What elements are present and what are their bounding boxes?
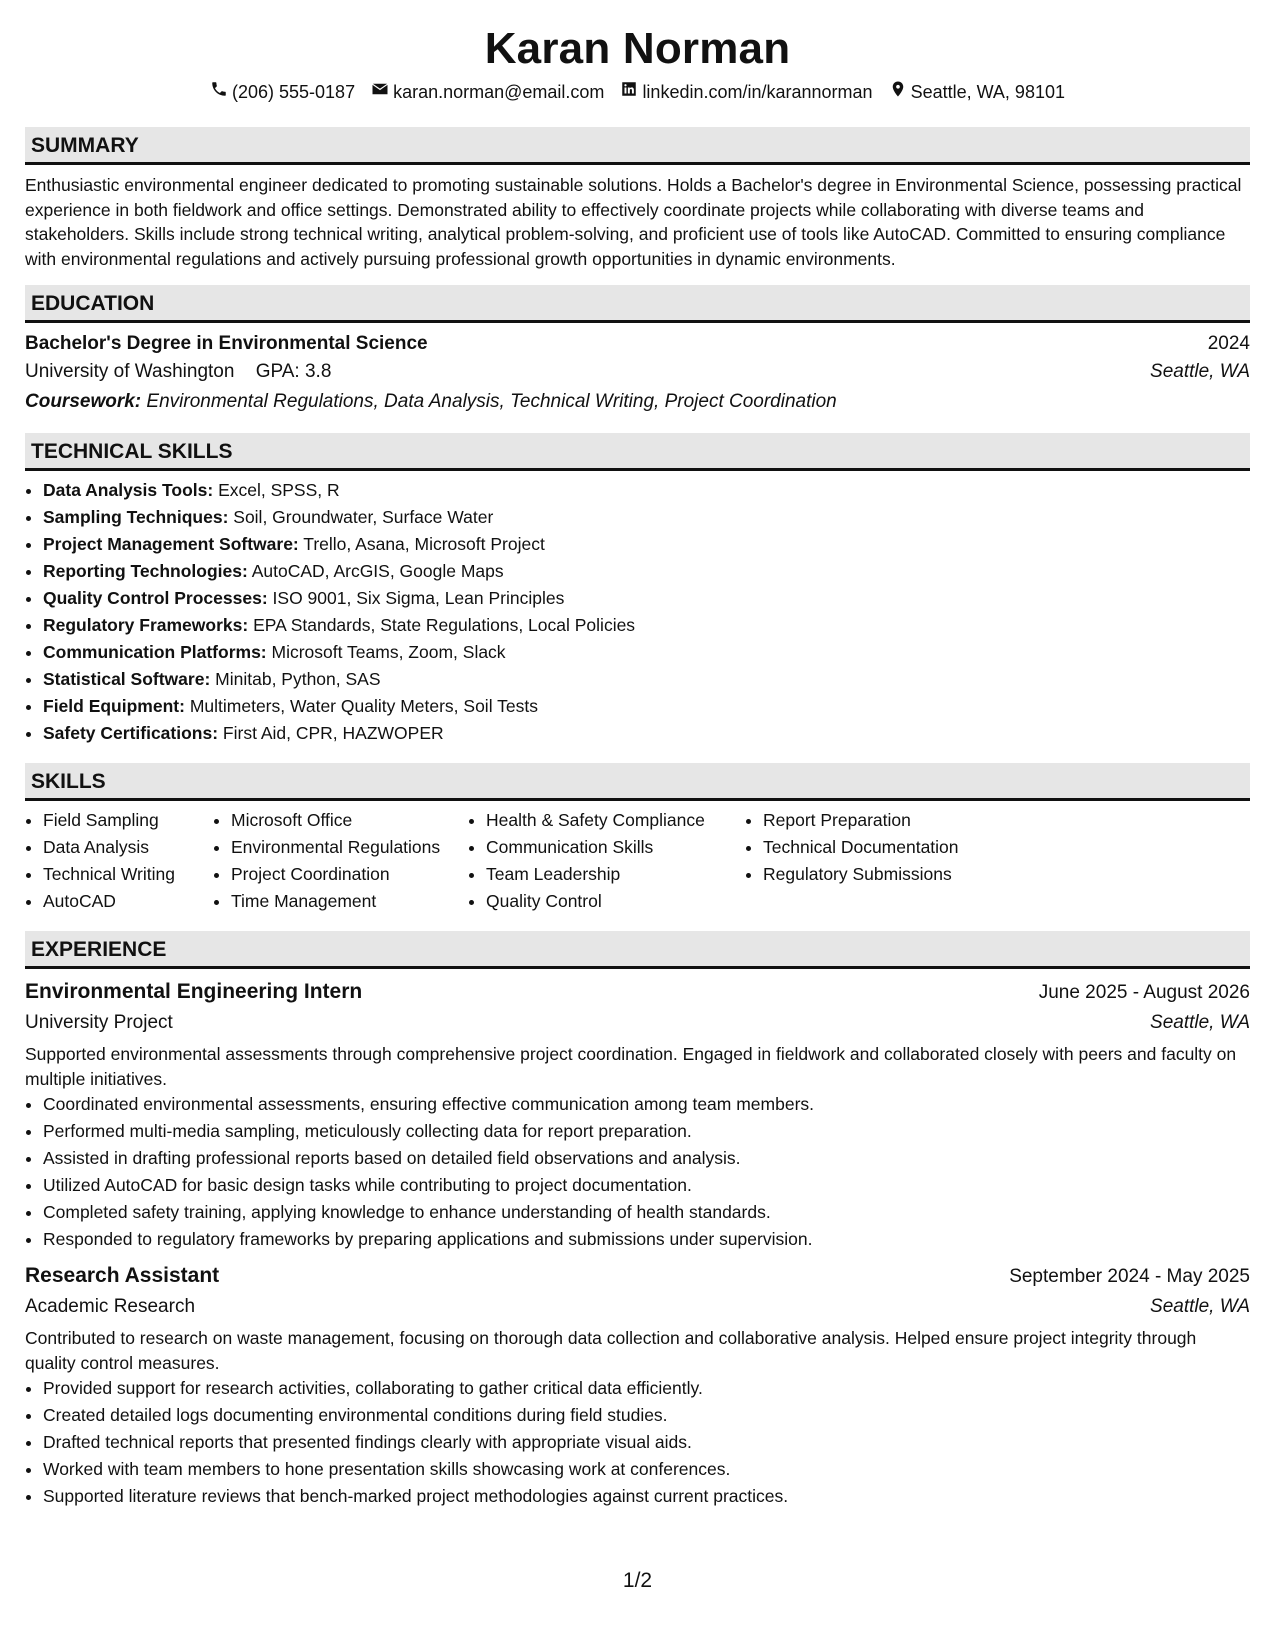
skills-column: [213, 807, 468, 915]
list-item: • Quality Control Processes: ISO 9001, Six Sigma, Lean Principles: [43, 585, 1250, 612]
list-item: • Time Management: [231, 888, 468, 915]
list-item: • Technical Writing: [43, 861, 213, 888]
list-item: • Communication Platforms: Microsoft Teams, Zoom, Slack: [43, 639, 1250, 666]
skills-column: [745, 807, 1005, 915]
section-header-summary: SUMMARY: [25, 127, 1250, 165]
list-item: • Team Leadership: [486, 861, 745, 888]
technical-skills-list: [25, 477, 1250, 747]
job-summary: Supported environmental assessments through comprehensive project coordination. Engaged in fieldwork and collaborated closely with peers and faculty on multiple initiatives.: [25, 1044, 1237, 1089]
candidate-name: Karan Norman: [484, 24, 791, 73]
job-entry: [25, 977, 1250, 1253]
linkedin-link[interactable]: linkedin.com/in/karannorman: [642, 81, 873, 102]
coursework-list: Environmental Regulations, Data Analysis, Technical Writing, Project Coordination: [146, 391, 837, 412]
skills-section: [25, 763, 1250, 915]
list-item: • Environmental Regulations: [231, 834, 468, 861]
technical-skills-section: [25, 433, 1250, 747]
list-item: • Completed safety training, applying knowledge to enhance understanding of health standards.: [43, 1199, 1250, 1226]
location-text: Seattle, WA, 98101: [910, 81, 1065, 102]
list-item: • Data Analysis: [43, 834, 213, 861]
education-section: [25, 285, 1250, 417]
list-item: • Project Coordination: [231, 861, 468, 888]
skills-columns: [25, 807, 1250, 915]
contact-phone: [210, 80, 355, 103]
phone-icon: [210, 80, 228, 103]
coursework: [25, 387, 1250, 417]
job-organization: Academic Research: [25, 1296, 196, 1317]
list-item: • Safety Certifications: First Aid, CPR, HAZWOPER: [43, 720, 1250, 747]
list-item: • Communication Skills: [486, 834, 745, 861]
list-item: • Performed multi-media sampling, meticulously collecting data for report preparation.: [43, 1118, 1250, 1145]
contact-linkedin[interactable]: [620, 80, 872, 103]
experience-section: [25, 931, 1250, 1510]
list-item: • Worked with team members to hone presentation skills showcasing work at conferences.: [43, 1456, 1250, 1483]
resume-page: [25, 0, 1250, 1510]
job-location: Seattle, WA: [1150, 1296, 1250, 1317]
list-item: • Field Equipment: Multimeters, Water Quality Meters, Soil Tests: [43, 693, 1250, 720]
list-item: • Statistical Software: Minitab, Python, SAS: [43, 666, 1250, 693]
degree-title: Bachelor's Degree in Environmental Science: [25, 333, 428, 354]
school-location: Seattle, WA: [1150, 361, 1250, 382]
list-item: • Technical Documentation: [763, 834, 1005, 861]
list-item: • Assisted in drafting professional reports based on detailed field observations and analysis.: [43, 1145, 1250, 1172]
map-pin-icon: [889, 80, 907, 103]
job-dates: June 2025 - August 2026: [1038, 982, 1250, 1003]
education-school-row: [25, 357, 1250, 387]
job-title: Research Assistant: [25, 1264, 220, 1287]
list-item: • Created detailed logs documenting environmental conditions during field studies.: [43, 1402, 1250, 1429]
list-item: • Coordinated environmental assessments, ensuring effective communication among team members.: [43, 1091, 1250, 1118]
list-item: • Health & Safety Compliance: [486, 807, 745, 834]
summary-section: [25, 127, 1250, 271]
contact-email[interactable]: [371, 80, 604, 103]
list-item: • Microsoft Office: [231, 807, 468, 834]
coursework-label: Coursework:: [25, 391, 142, 412]
list-item: • Quality Control: [486, 888, 745, 915]
page-number: 1/2: [622, 1569, 653, 1592]
list-item: • Regulatory Submissions: [763, 861, 1005, 888]
section-header-skills: SKILLS: [25, 763, 1250, 801]
list-item: • Responded to regulatory frameworks by preparing applications and submissions under supervision.: [43, 1226, 1250, 1253]
list-item: • Project Management Software: Trello, Asana, Microsoft Project: [43, 531, 1250, 558]
linkedin-icon: [620, 80, 638, 103]
job-bullets: [25, 1375, 1250, 1510]
list-item: • Provided support for research activities, collaborating to gather critical data efficiently.: [43, 1375, 1250, 1402]
job-dates: September 2024 - May 2025: [1009, 1266, 1250, 1287]
list-item: • Field Sampling: [43, 807, 213, 834]
email-link[interactable]: karan.norman@email.com: [393, 81, 605, 102]
job-title: Environmental Engineering Intern: [25, 980, 363, 1003]
list-item: • Utilized AutoCAD for basic design tasks while contributing to project documentation.: [43, 1172, 1250, 1199]
list-item: • Sampling Techniques: Soil, Groundwater, Surface Water: [43, 504, 1250, 531]
envelope-icon: [371, 80, 389, 103]
skills-column: [468, 807, 745, 915]
gpa: GPA: 3.8: [255, 361, 332, 382]
summary-text: Enthusiastic environmental engineer dedicated to promoting sustainable solutions. Holds a Bachelor's degree in Environmental Science, possessing practical experience in both fieldwork and office settings. Demonstrated ability to effectively coordinate projects while collaborating with diverse teams and stakeholders. Skills include strong technical writing, analytical problem-solving, and proficient use of tools like AutoCAD. Committed to ensuring compliance with environmental regulations and actively pursuing professional growth opportunities in dynamic environments.: [25, 175, 1242, 269]
list-item: • Reporting Technologies: AutoCAD, ArcGIS, Google Maps: [43, 558, 1250, 585]
job-summary: Contributed to research on waste management, focusing on thorough data collection and collaborative analysis. Helped ensure project integrity through quality control measures.: [25, 1328, 1197, 1373]
job-bullets: [25, 1091, 1250, 1253]
job-entry: [25, 1261, 1250, 1510]
list-item: • Regulatory Frameworks: EPA Standards, State Regulations, Local Policies: [43, 612, 1250, 639]
education-degree-row: [25, 331, 1250, 357]
contact-location: [889, 80, 1065, 103]
job-location: Seattle, WA: [1150, 1012, 1250, 1033]
contact-bar: [25, 80, 1250, 103]
list-item: • Report Preparation: [763, 807, 1005, 834]
phone-text: (206) 555-0187: [231, 81, 356, 102]
section-header-experience: EXPERIENCE: [25, 931, 1250, 969]
list-item: • Drafted technical reports that presented findings clearly with appropriate visual aids.: [43, 1429, 1250, 1456]
list-item: • AutoCAD: [43, 888, 213, 915]
job-organization: University Project: [25, 1012, 173, 1033]
school-name: University of Washington: [25, 361, 235, 382]
list-item: • Data Analysis Tools: Excel, SPSS, R: [43, 477, 1250, 504]
graduation-year: 2024: [1207, 333, 1250, 354]
skills-column: [25, 807, 213, 915]
list-item: • Supported literature reviews that bench-marked project methodologies against current practices.: [43, 1483, 1250, 1510]
section-header-technical-skills: TECHNICAL SKILLS: [25, 433, 1250, 471]
section-header-education: EDUCATION: [25, 285, 1250, 323]
